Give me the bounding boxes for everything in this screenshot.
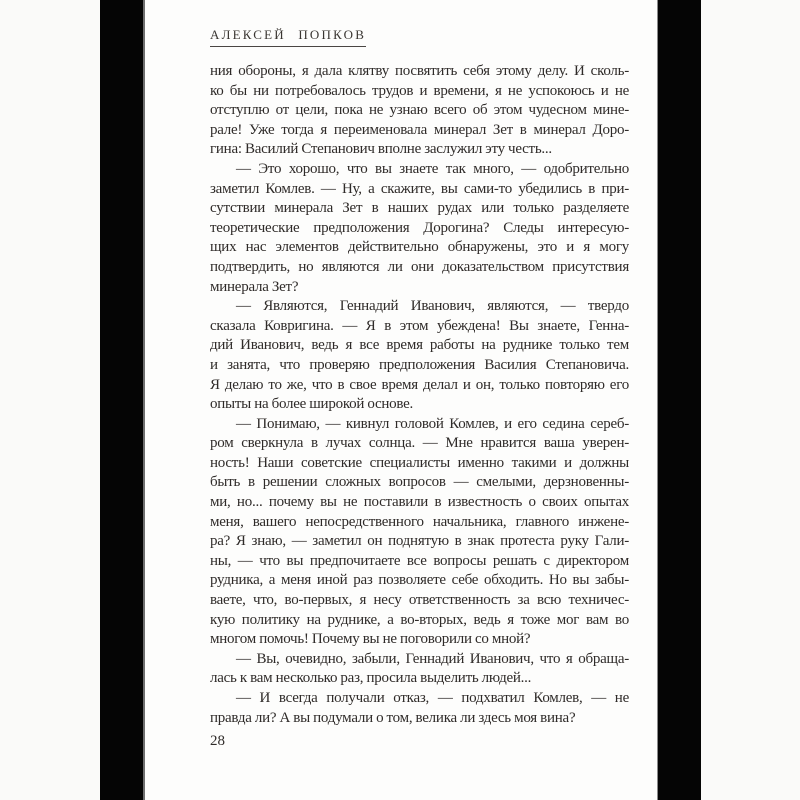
body-text-line: — Вы, очевидно, забыли, Геннадий Иванович, что я обраща- [236,650,629,667]
body-text-line: — И всегда получали отказ, — подхватил Комлев, — не [236,690,629,706]
body-text-line: Я делаю то же, что в свое время делал и он, только повторяю его [210,376,629,393]
body-text-line: ми, но... почему вы не поставили в известность о своих опытах [210,494,629,511]
body-text-line: сутствии минерала Зет в наших рудах или только разделяете [210,200,629,217]
body-text-line: отступлю от цели, пока не узнаю всего об этом чудесном мине- [210,102,629,119]
body-text-line: ния обороны, я дала клятву посвятить себя этому делу. И сколь- [210,63,629,79]
body-text-line: рудника, а меня иной раз позволяете себе обходить. Но вы забы- [210,572,629,589]
scan-backdrop-left-band [100,0,145,800]
body-text-line: ваете, что, во-первых, я несу ответственность за всю техничес- [210,592,629,609]
body-text-line: — Являются, Геннадий Иванович, являются, — твердо [236,298,629,315]
body-text-line: многом помочь! Почему вы не поговорили со мной? [210,631,531,648]
page-content [210,26,629,728]
body-text-line: щих нас элементов действительно обнаружены, это и я могу [210,239,629,256]
body-text-line: подтвердить, но являются ли они доказательством присутствия [210,258,629,275]
body-text-line: правда ли? А вы подумали о том, велика ли здесь моя вина? [210,709,576,726]
body-text-line: ром сверкнула в лучах солнца. — Мне нравится ваша уверен- [210,435,629,452]
body-text-line: ра? Я знаю, — заметил он поднятую в знак протеста руку Гали- [210,533,629,550]
body-text-line: — Понимаю, — кивнул головой Комлев, и его седина сереб- [236,415,629,432]
body-text-line: кую политику на руднике, а во-вторых, ведь я тоже мог вам во [210,611,629,628]
body-text-line: дий Иванович, ведь я все время работы на руднике только тем [210,337,629,354]
body-text-line: ко бы ни потребовалось трудов и времени, я не успокоюсь и не [210,82,629,99]
body-text-line: меня, вашего непосредственного начальника, главного инжене- [210,513,629,530]
running-head-author: АЛЕКСЕЙ ПОПКОВ [210,27,366,47]
body-text-line: — Это хорошо, что вы знаете так много, — одобрительно [236,160,629,177]
body-text-line: опыты на более широкой основе. [210,396,414,413]
body-text-line: сказала Ковригина. — Я в этом убеждена! Вы знаете, Генна- [210,317,629,334]
body-text-line: теоретические предположения Дорогина? Следы интересую- [210,219,629,236]
body-text-line: ны, — что вы предпочитаете все вопросы решать с директором [210,552,629,569]
scan-backdrop-right-band [657,0,701,800]
page-number: 28 [210,733,225,749]
body-text-line: ность! Наши советские специалисты именно такими и должны [210,454,629,471]
body-text-line: и занята, что проверяю предположения Василия Степановича. [210,356,629,373]
body-text-line: гина: Василий Степанович вполне заслужил эту честь... [210,141,552,158]
body-text-line: быть в решении сложных вопросов — смелыми, дерзновенны- [210,474,629,491]
text-block [210,62,629,728]
body-text-line: рале! Уже тогда я переименовала минерал Зет в минерал Доро- [210,121,629,138]
body-text-line: лась к вам несколько раз, просила выделить людей... [210,670,532,687]
body-text-line: заметил Комлев. — Ну, а скажите, вы сами-то убедились в при- [210,180,629,197]
body-text-line: минерала Зет? [210,278,299,295]
